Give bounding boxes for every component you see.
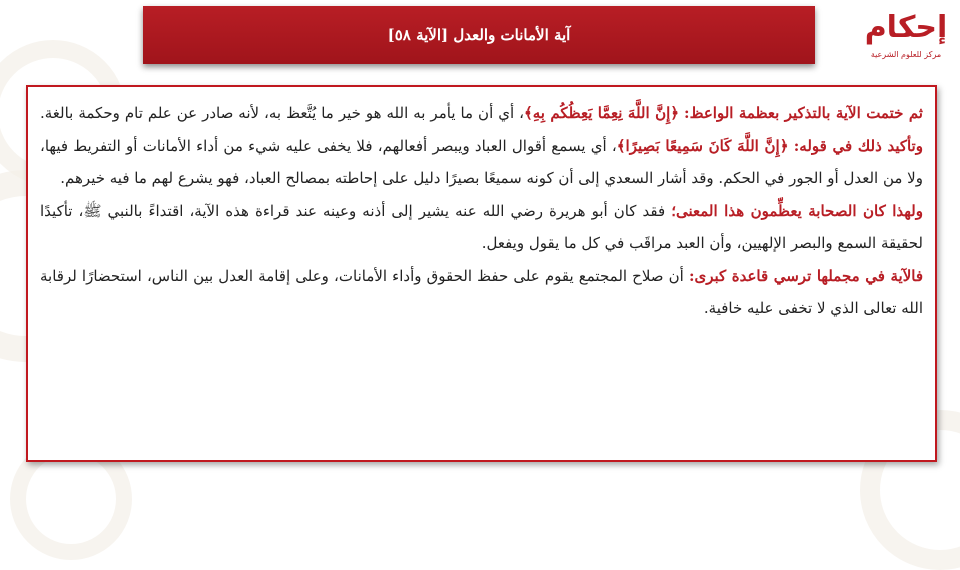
content-box	[26, 85, 937, 462]
paragraph-lead: فالآية في مجملها ترسي قاعدة كبرى:	[688, 266, 923, 285]
paragraph-lead: وتأكيد ذلك في قوله:	[793, 136, 923, 155]
paragraph-lead: ثم ختمت الآية بالتذكير بعظمة الواعظ:	[684, 104, 923, 122]
paragraph-text: ، أي يسمع أقوال العباد ويبصر أفعالهم، فلا يخفى عليه شيء من أداء الأمانات أو التفريط فيها، ولا من العدل أو الجور في الحكم. وقد أشار السعدي إلى أن كونه سميعًا بصيرًا دليل على إحاطته بمصالح العباد، فهو يشرع لهم ما فيه خيرهم.	[40, 136, 923, 187]
logo-subtitle: مركز للعلوم الشرعية	[870, 50, 942, 59]
paragraph-1	[40, 97, 923, 195]
paragraph-lead: ولهذا كان الصحابة يعظِّمون هذا المعنى؛	[671, 201, 923, 220]
paragraph-3	[40, 260, 923, 325]
quran-quote: ﴿إِنَّ اللَّهَ نِعِمَّا يَعِظُكُم بِهِ﴾	[523, 104, 680, 122]
paragraph-text: ، أي أن ما يأمر به الله هو خير ما يُتَّعظ به، لأنه صادر عن علم تام وحكمة بالغة.	[40, 104, 524, 122]
logo-name: إحكام	[864, 10, 948, 45]
paragraph-text: أن صلاح المجتمع يقوم على حفظ الحقوق وأداء الأمانات، وعلى إقامة العدل بين الناس، استحضارًا لرقابة الله تعالى الذي لا تخفى عليه خافية.	[40, 266, 923, 317]
title-banner	[143, 6, 815, 64]
logo	[858, 4, 954, 70]
paragraph-text: فقد كان أبو هريرة رضي الله عنه يشير إلى أذنه وعينه عند قراءة هذه الآية، اقتداءً بالنبي ﷺ، تأكيدًا لحقيقة السمع والبصر الإلهيين، وأن العبد مراقَب في كل ما يقول ويفعل.	[40, 201, 923, 252]
quran-quote: ﴿إِنَّ اللَّهَ كَانَ سَمِيعًا بَصِيرًا﴾	[616, 136, 789, 155]
slide-title: آية الأمانات والعدل [الآية ٥٨]	[387, 26, 571, 44]
paragraph-2	[40, 195, 923, 260]
